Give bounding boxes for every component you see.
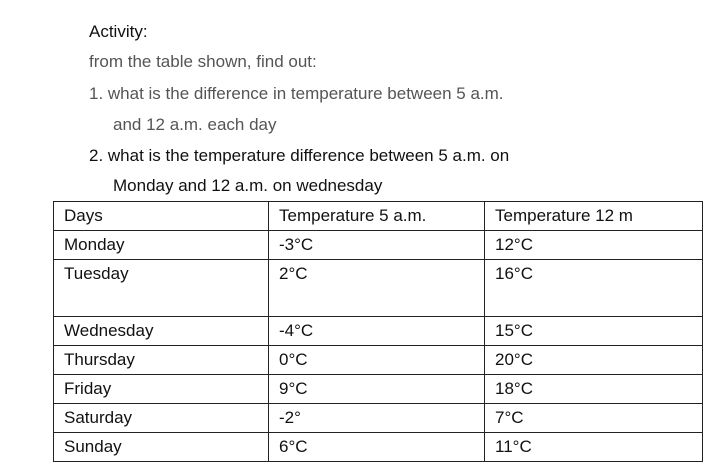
temp-5am-cell: -2° — [269, 404, 485, 433]
question-2-line-1: 2. what is the temperature difference between 5 a.m. on — [89, 146, 510, 165]
day-cell: Wednesday — [54, 317, 269, 346]
temp-5am-cell: -4°C — [269, 317, 485, 346]
header-days: Days — [54, 202, 269, 231]
question-2-line-2: Monday and 12 a.m. on wednesday — [113, 176, 383, 195]
day-cell: Tuesday — [54, 260, 269, 317]
activity-heading: Activity: — [89, 22, 148, 41]
temp-5am-cell: 9°C — [269, 375, 485, 404]
day-cell: Sunday — [54, 433, 269, 462]
day-cell: Thursday — [54, 346, 269, 375]
day-cell: Saturday — [54, 404, 269, 433]
table-row — [54, 317, 703, 346]
temp-12m-cell: 18°C — [485, 375, 703, 404]
activity-intro: from the table shown, find out: — [89, 52, 317, 71]
table-row — [54, 231, 703, 260]
temp-12m-cell: 15°C — [485, 317, 703, 346]
day-cell: Monday — [54, 231, 269, 260]
header-temperature-5am: Temperature 5 a.m. — [269, 202, 485, 231]
temp-12m-cell: 16°C — [485, 260, 703, 317]
temp-12m-cell: 11°C — [485, 433, 703, 462]
temp-5am-cell: 2°C — [269, 260, 485, 317]
temp-12m-cell: 20°C — [485, 346, 703, 375]
temp-12m-cell: 7°C — [485, 404, 703, 433]
table-row — [54, 375, 703, 404]
temp-5am-cell: -3°C — [269, 231, 485, 260]
day-cell: Friday — [54, 375, 269, 404]
temp-5am-cell: 6°C — [269, 433, 485, 462]
table-row — [54, 260, 703, 317]
question-1-line-1: 1. what is the difference in temperature between 5 a.m. — [89, 84, 504, 103]
temperature-table — [53, 201, 703, 462]
table-row — [54, 433, 703, 462]
temp-5am-cell: 0°C — [269, 346, 485, 375]
temp-12m-cell: 12°C — [485, 231, 703, 260]
header-temperature-12m: Temperature 12 m — [485, 202, 703, 231]
table-row — [54, 404, 703, 433]
question-1-line-2: and 12 a.m. each day — [113, 115, 277, 134]
table-row — [54, 346, 703, 375]
table-header-row — [54, 202, 703, 231]
